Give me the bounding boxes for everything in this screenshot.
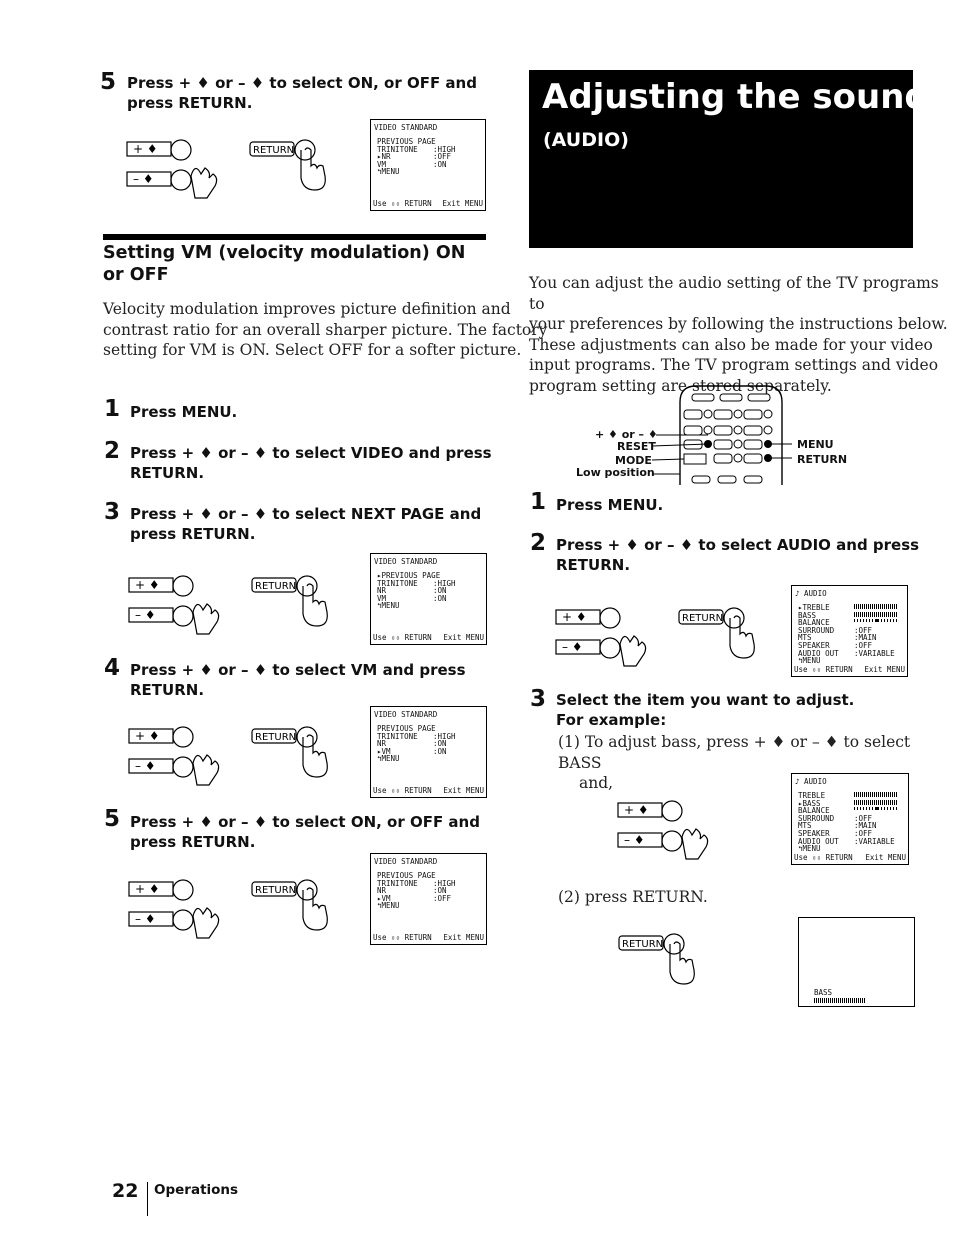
remote-label-low-position: Low position xyxy=(576,466,655,479)
osd-header: ♪ AUDIO xyxy=(795,589,827,598)
hand-pointer-icon xyxy=(682,829,708,859)
step-text xyxy=(130,660,466,700)
intro-paragraph xyxy=(103,299,547,361)
hand-pointer-icon xyxy=(620,636,646,666)
osd-item-label: NR xyxy=(377,739,387,749)
osd-menu-row xyxy=(377,902,456,910)
osd-item-label: SURROUND xyxy=(798,625,835,635)
osd-screen xyxy=(370,706,487,798)
osd-item-label: TRINITONE xyxy=(377,144,418,154)
step-line: Press + ♦ or – ♦ to select NEXT PAGE and xyxy=(130,505,482,523)
osd-footer-use: Use ⇳⇳ RETURN xyxy=(794,853,853,863)
step-number: 2 xyxy=(530,530,547,556)
osd-menu-list xyxy=(798,792,898,853)
osd-menu-list xyxy=(377,572,456,610)
osd-level-bar xyxy=(854,800,898,805)
intro-line: setting for VM is ON. Select OFF for a softer picture. xyxy=(103,341,522,359)
hand-press-icon xyxy=(303,888,327,930)
section-title xyxy=(103,242,465,286)
osd-item-label: VM xyxy=(377,593,387,603)
step-line: press RETURN. xyxy=(130,833,256,851)
plus-minus-return-buttons xyxy=(127,572,347,642)
osd-footer xyxy=(373,787,484,795)
osd-item-value: :ON xyxy=(433,746,447,756)
osd-item-label: ↰MENU xyxy=(377,167,400,177)
step-number: 1 xyxy=(104,396,121,422)
plus-minus-return-buttons xyxy=(127,723,347,793)
plus-button-label: + ♦ xyxy=(135,882,160,896)
step-text xyxy=(127,73,477,113)
osd-item-label: ↰MENU xyxy=(377,754,400,764)
osd-item-label: ↰MENU xyxy=(377,901,400,911)
step-line: RETURN. xyxy=(130,681,205,699)
osd-level-bar xyxy=(854,792,898,797)
osd-item-label: BASS xyxy=(798,610,817,620)
intro-line: You can adjust the audio setting of the TV programs to xyxy=(529,274,939,313)
return-button-label: RETURN xyxy=(622,939,664,950)
step-line: press RETURN. xyxy=(130,525,256,543)
osd-item-value: :HIGH xyxy=(433,144,456,154)
osd-item-value: :ON xyxy=(433,586,447,596)
step-number: 5 xyxy=(100,69,117,95)
osd-item-label: AUDIO OUT xyxy=(798,648,839,658)
step-text xyxy=(130,504,481,544)
osd-footer xyxy=(373,200,483,208)
intro-paragraph xyxy=(529,273,954,396)
button-illustration xyxy=(127,876,347,950)
remote-label-menu: MENU xyxy=(797,438,834,451)
osd-item-value: :OFF xyxy=(854,640,873,650)
osd-item-label: ▸BASS xyxy=(798,798,821,808)
osd-header: VIDEO STANDARD xyxy=(374,123,438,132)
hand-pointer-icon xyxy=(191,168,217,198)
remote-label-return: RETURN xyxy=(797,453,848,466)
intro-line: contrast ratio for an overall sharper picture. The factory xyxy=(103,320,548,339)
osd-footer xyxy=(373,634,484,642)
osd-header: VIDEO STANDARD xyxy=(374,557,438,566)
osd-header: VIDEO STANDARD xyxy=(374,710,438,719)
osd-item-label: AUDIO OUT xyxy=(798,836,839,846)
intro-line: input programs. The TV program settings and video xyxy=(529,356,939,374)
example-2: (2) press RETURN. xyxy=(558,888,708,906)
minus-button-label: – ♦ xyxy=(135,912,156,926)
osd-header: ♪ AUDIO xyxy=(795,777,827,786)
minus-button-label: – ♦ xyxy=(135,608,156,622)
return-button-label: RETURN xyxy=(255,885,297,896)
osd-menu-row xyxy=(798,815,898,823)
osd-footer-use: Use ⇳⇳ RETURN xyxy=(373,933,432,943)
page-header-banner xyxy=(529,70,929,248)
osd-item-value: :HIGH xyxy=(433,578,456,588)
page-subtitle: (AUDIO) xyxy=(543,129,629,151)
osd-item-label: TREBLE xyxy=(798,791,826,800)
minus-button-label: – ♦ xyxy=(133,172,154,186)
osd-item-value: :OFF xyxy=(854,828,873,838)
osd-item-label: ↰MENU xyxy=(377,601,400,611)
osd-footer-exit: Exit MENU xyxy=(443,633,484,643)
hand-pointer-icon xyxy=(193,755,219,785)
osd-level-bar xyxy=(854,807,898,810)
button-illustration xyxy=(554,604,774,678)
osd-item-value: :ON xyxy=(433,593,447,603)
step-line: For example: xyxy=(556,711,667,729)
osd-item-label: TRINITONE xyxy=(377,878,418,888)
remote-label-mode: MODE xyxy=(615,454,652,467)
osd-menu-row xyxy=(377,602,456,610)
intro-line: These adjustments can also be made for your video xyxy=(529,335,933,354)
step-line: RETURN. xyxy=(556,556,631,574)
osd-item-label: ▸VM xyxy=(377,746,391,756)
plus-button-label: + ♦ xyxy=(624,803,649,817)
osd-menu-list xyxy=(377,872,456,910)
step-text: Press MENU. xyxy=(556,496,664,514)
return-button-label: RETURN xyxy=(255,581,297,592)
hand-pointer-icon xyxy=(193,908,219,938)
osd-item-value: :MAIN xyxy=(854,821,877,831)
step-text: Press MENU. xyxy=(130,403,238,421)
osd-item-label: PREVIOUS PAGE xyxy=(377,724,436,733)
osd-menu-row xyxy=(377,168,456,176)
bass-label: BASS xyxy=(814,988,833,997)
osd-item-label: ▸NR xyxy=(377,152,391,162)
osd-item-label: BALANCE xyxy=(798,806,830,816)
osd-item-label: ▸PREVIOUS PAGE xyxy=(377,571,441,580)
osd-footer xyxy=(794,666,905,674)
osd-item-label: PREVIOUS PAGE xyxy=(377,871,436,880)
osd-menu-row xyxy=(798,657,898,665)
osd-item-value: :ON xyxy=(433,159,447,169)
plus-minus-return-buttons xyxy=(125,136,345,206)
plus-button-label: + ♦ xyxy=(135,578,160,592)
osd-item-label: TRINITONE xyxy=(377,731,418,741)
intro-line: your preferences by following the instructions below. xyxy=(529,315,948,333)
section-title-line: or OFF xyxy=(103,265,169,285)
step-text xyxy=(130,812,480,852)
osd-item-value: :OFF xyxy=(433,152,452,162)
step-line: Select the item you want to adjust. xyxy=(556,691,855,709)
return-button-label: RETURN xyxy=(682,613,724,624)
section-title-line: Setting VM (velocity modulation) ON xyxy=(103,243,466,263)
osd-level-bar xyxy=(854,619,898,622)
example-line: and, xyxy=(579,774,614,792)
step-number: 1 xyxy=(530,489,547,515)
osd-item-label: VM xyxy=(377,159,387,169)
osd-screen-bass xyxy=(798,917,915,1007)
osd-screen xyxy=(370,119,486,211)
footer-divider xyxy=(147,1182,148,1216)
osd-footer-exit: Exit MENU xyxy=(443,933,484,943)
hand-press-icon xyxy=(301,148,325,190)
minus-button-label: – ♦ xyxy=(562,640,583,654)
osd-item-value: :OFF xyxy=(854,625,873,635)
osd-item-value: :ON xyxy=(433,739,447,749)
intro-line: program setting are stored separately. xyxy=(529,376,832,395)
osd-header: VIDEO STANDARD xyxy=(374,857,438,866)
osd-menu-row xyxy=(377,755,456,763)
step-line: Press + ♦ or – ♦ to select VIDEO and press xyxy=(130,444,492,462)
osd-item-label: MTS xyxy=(798,633,812,643)
osd-footer-use: Use ⇳⇳ RETURN xyxy=(373,633,432,643)
osd-menu-row xyxy=(798,627,898,635)
osd-footer xyxy=(373,934,484,942)
hand-press-icon xyxy=(303,735,327,777)
osd-item-value: :VARIABLE xyxy=(854,836,895,846)
osd-item-label: ↰MENU xyxy=(798,656,821,666)
osd-menu-list xyxy=(798,604,898,665)
step-text xyxy=(556,690,854,730)
return-button-label: RETURN xyxy=(253,145,295,156)
page-number: 22 xyxy=(112,1180,139,1202)
plus-button-label: + ♦ xyxy=(135,729,160,743)
step-number: 5 xyxy=(104,806,121,832)
hand-press-icon xyxy=(730,616,754,658)
osd-item-label: NR xyxy=(377,586,387,596)
step-line: RETURN. xyxy=(130,464,205,482)
hand-press-icon xyxy=(303,584,327,626)
osd-item-value: :MAIN xyxy=(854,633,877,643)
step-number: 3 xyxy=(104,499,121,525)
step-line: press RETURN. xyxy=(127,94,253,112)
intro-line: Velocity modulation improves picture definition and xyxy=(103,300,511,318)
osd-level-bar xyxy=(854,604,898,609)
step-line: Press + ♦ or – ♦ to select AUDIO and press xyxy=(556,536,920,554)
button-illustration xyxy=(127,572,347,646)
remote-label-plus-minus: + ♦ or – ♦ xyxy=(595,428,658,441)
step-text xyxy=(556,535,919,575)
osd-item-value: :ON xyxy=(433,886,447,896)
page-title: Adjusting the sound xyxy=(542,77,929,117)
osd-item-value: :HIGH xyxy=(433,731,456,741)
osd-item-value: :VARIABLE xyxy=(854,648,895,658)
osd-menu-list xyxy=(377,725,456,763)
section-rule xyxy=(103,234,486,240)
osd-menu-row xyxy=(798,845,898,853)
osd-item-label: TRINITONE xyxy=(377,578,418,588)
return-button-label: RETURN xyxy=(255,732,297,743)
osd-item-label: ▸TREBLE xyxy=(798,603,830,612)
osd-level-bar xyxy=(854,612,898,617)
minus-button-label: – ♦ xyxy=(624,833,645,847)
osd-footer-use: Use ⇳⇳ RETURN xyxy=(373,199,432,209)
osd-footer-exit: Exit MENU xyxy=(442,199,483,209)
plus-minus-illustration xyxy=(616,797,726,871)
button-illustration xyxy=(125,136,345,210)
step-line: Press + ♦ or – ♦ to select ON, or OFF and xyxy=(130,813,480,831)
osd-menu-list xyxy=(377,138,456,176)
osd-item-label: ↰MENU xyxy=(798,844,821,854)
osd-footer-exit: Exit MENU xyxy=(864,665,905,675)
osd-screen xyxy=(791,773,909,865)
osd-screen xyxy=(791,585,908,677)
osd-screen xyxy=(370,853,487,945)
osd-item-label: SPEAKER xyxy=(798,828,830,838)
remote-label-reset: RESET xyxy=(617,440,656,453)
step-number: 3 xyxy=(530,686,547,712)
minus-button-label: – ♦ xyxy=(135,759,156,773)
osd-item-value: :OFF xyxy=(433,893,452,903)
return-illustration xyxy=(617,930,707,994)
bass-level-bar xyxy=(814,998,900,1003)
hand-press-icon xyxy=(670,942,694,984)
plus-minus-return-buttons xyxy=(127,876,347,946)
osd-footer-exit: Exit MENU xyxy=(443,786,484,796)
plus-button-label: + ♦ xyxy=(562,610,587,624)
osd-footer xyxy=(794,854,906,862)
plus-minus-return-buttons xyxy=(554,604,774,674)
return-button xyxy=(617,930,707,990)
step-line: Press + ♦ or – ♦ to select VM and press xyxy=(130,661,466,679)
step-number: 2 xyxy=(104,438,121,464)
osd-screen xyxy=(370,553,487,645)
osd-item-value: :HIGH xyxy=(433,878,456,888)
osd-footer-exit: Exit MENU xyxy=(865,853,906,863)
osd-item-label: PREVIOUS PAGE xyxy=(377,137,436,146)
osd-item-label: NR xyxy=(377,886,387,896)
osd-item-label: SPEAKER xyxy=(798,640,830,650)
example-line: (1) To adjust bass, press + ♦ or – ♦ to select BASS xyxy=(558,733,911,772)
remote-illustration xyxy=(570,380,860,490)
osd-footer-use: Use ⇳⇳ RETURN xyxy=(373,786,432,796)
step-line: Press + ♦ or – ♦ to select ON, or OFF and xyxy=(127,74,477,92)
footer-section: Operations xyxy=(154,1182,239,1198)
osd-item-label: ▸VM xyxy=(377,893,391,903)
hand-pointer-icon xyxy=(193,604,219,634)
step-number: 4 xyxy=(104,655,121,681)
osd-item-label: BALANCE xyxy=(798,618,830,628)
step-text xyxy=(130,443,492,483)
plus-minus-buttons xyxy=(616,797,726,867)
button-illustration xyxy=(127,723,347,797)
osd-item-label: MTS xyxy=(798,821,812,831)
plus-button-label: + ♦ xyxy=(133,142,158,156)
osd-footer-use: Use ⇳⇳ RETURN xyxy=(794,665,853,675)
osd-item-label: SURROUND xyxy=(798,813,835,823)
osd-item-value: :OFF xyxy=(854,813,873,823)
